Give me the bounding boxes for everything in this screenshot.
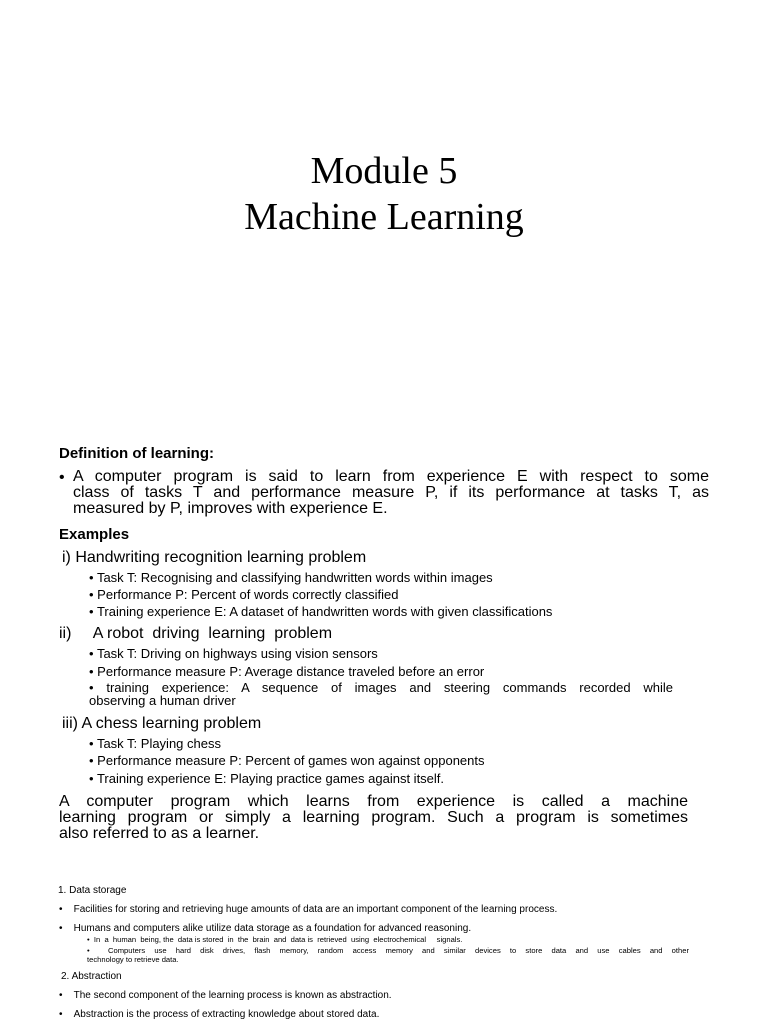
- definition-line: measured by P, improves with experience E.: [73, 500, 388, 517]
- title-line-2: Machine Learning: [244, 196, 524, 238]
- example-item-text: Training experience E: Playing practice games against itself.: [96, 771, 445, 786]
- example-item-text: Task T: Playing chess: [96, 736, 221, 751]
- example-item-text: Performance measure P: Average distance traveled before an error: [97, 664, 485, 679]
- example-item: • Training experience E: Playing practice games against itself.: [89, 771, 445, 786]
- example-heading: ii) A robot driving learning problem: [59, 625, 333, 642]
- bullet-item: • Humans and computers alike utilize data storage as a foundation for advanced reasoning.: [59, 923, 472, 934]
- closing-line: learning program or simply a learning program. Such a program is sometimes: [59, 809, 688, 826]
- example-heading: iii) A chess learning problem: [62, 715, 262, 732]
- example-item-text: Task T: Driving on highways using vision sensors: [96, 646, 378, 661]
- bullet-text: Facilities for storing and retrieving huge amounts of data are an important component of the learning process.: [73, 904, 558, 915]
- section-heading: 2. Abstraction: [61, 971, 122, 982]
- example-item: • Task T: Recognising and classifying handwritten words within images: [89, 570, 493, 585]
- bullet-item: • Facilities for storing and retrieving huge amounts of data are an important component of the learning process.: [59, 904, 558, 915]
- bullet-item: • The second component of the learning process is known as abstraction.: [59, 990, 392, 1001]
- bullet-item: • Abstraction is the process of extracting knowledge about stored data.: [59, 1009, 380, 1020]
- example-item: • Performance measure P: Percent of games won against opponents: [89, 753, 485, 768]
- examples-heading: Examples: [59, 526, 130, 543]
- example-item-text: Training experience E: A dataset of handwritten words with given classifications: [96, 604, 553, 619]
- definition-line: A computer program is said to learn from experience E with respect to some: [73, 468, 709, 485]
- definition-heading: Definition of learning:: [59, 445, 214, 462]
- bullet-text: Abstraction is the process of extracting knowledge about stored data.: [73, 1009, 380, 1020]
- example-item-text: observing a human driver: [89, 693, 236, 708]
- data-storage-slide: [0, 870, 768, 1024]
- example-item: • Task T: Playing chess: [89, 736, 221, 751]
- section-heading: 1. Data storage: [58, 885, 127, 896]
- example-item: • Performance measure P: Average distance traveled before an error: [89, 664, 485, 679]
- example-item: • Task T: Driving on highways using vision sensors: [89, 646, 378, 661]
- closing-line: also referred to as a learner.: [59, 825, 260, 842]
- sub-bullet: • In a human being, the data is stored in the brain and data is retrieved using electrochemical signals.: [87, 935, 463, 944]
- example-item-text: training experience: A sequence of images and steering commands recorded while: [106, 680, 673, 695]
- title-slide: [0, 0, 768, 430]
- sub-bullet-text: technology to retrieve data.: [87, 954, 179, 964]
- definition-line: class of tasks T and performance measure P, if its performance at tasks T, as: [73, 484, 709, 501]
- closing-line: A computer program which learns from experience is called a machine: [59, 793, 688, 810]
- sub-bullet-text: Computers use hard disk drives, flash memory, random access memory and similar devices to store data and use cables and other: [108, 946, 689, 955]
- bullet-dot: •: [59, 469, 65, 486]
- example-item: • Training experience E: A dataset of handwritten words with given classifications: [89, 604, 553, 619]
- definition-slide: [0, 430, 768, 870]
- bullet-text: Humans and computers alike utilize data storage as a foundation for advanced reasoning.: [73, 923, 472, 934]
- example-item-text: Task T: Recognising and classifying handwritten words within images: [96, 570, 493, 585]
- example-heading: i) Handwriting recognition learning problem: [62, 549, 367, 566]
- definition-text: [73, 469, 709, 517]
- example-item: • training experience: A sequence of images and steering commands recorded while observing a human driver: [89, 680, 673, 708]
- example-item-text: Performance measure P: Percent of games won against opponents: [97, 753, 485, 768]
- example-item: • Performance P: Percent of words correctly classified: [89, 587, 399, 602]
- closing-paragraph: [59, 794, 688, 842]
- sub-bullet: • Computers use hard disk drives, flash memory, random access memory and similar devices to store data and use cables and other technology to retrieve data.: [87, 946, 689, 964]
- slide-title: [0, 148, 768, 240]
- example-item-text: Performance P: Percent of words correctly classified: [97, 587, 399, 602]
- bullet-text: The second component of the learning process is known as abstraction.: [73, 990, 392, 1001]
- title-line-1: Module 5: [310, 150, 458, 192]
- sub-bullet-text: In a human being, the data is stored in the brain and data is retrieved using electrochemical signals.: [93, 935, 463, 944]
